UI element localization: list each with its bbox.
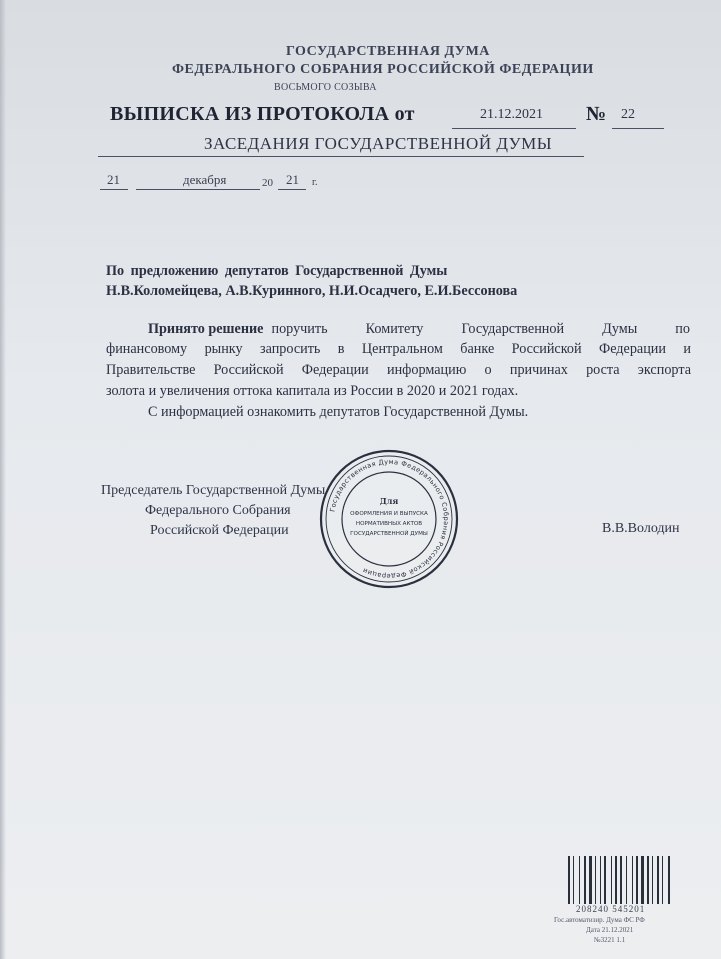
proposal-line-1: По предложению депутатов Государственной Думы <box>106 263 448 279</box>
protocol-date-underline <box>452 128 576 129</box>
barcode-stripe <box>632 856 633 904</box>
header-institution: ГОСУДАРСТВЕННАЯ ДУМА <box>286 44 490 59</box>
header-convocation: ВОСЬМОГО СОЗЫВА <box>274 82 377 93</box>
seal-center-line-1: Для <box>379 496 399 506</box>
barcode-stripe <box>662 856 663 904</box>
seal-center-line-2: ОФОРМЛЕНИЯ И ВЫПУСКА <box>350 511 428 517</box>
meeting-month: декабря <box>183 172 227 187</box>
barcode-stripe <box>611 856 612 904</box>
meeting-year-suffix: 21 <box>286 172 299 187</box>
barcode-stripe <box>626 856 627 904</box>
official-seal <box>318 448 460 590</box>
barcode-caption-1: Гос.автоматизир. Дума ФС РФ <box>554 916 645 924</box>
meeting-month-underline <box>136 189 260 190</box>
barcode-caption-3: №3221 1.1 <box>594 936 626 944</box>
meeting-day: 21 <box>107 172 120 187</box>
barcode-stripe <box>579 856 580 904</box>
meeting-day-underline <box>100 189 128 190</box>
barcode-stripe <box>589 856 592 904</box>
barcode-stripe <box>668 856 670 904</box>
barcode-stripe <box>647 856 649 904</box>
decision-line-4: золота и увеличения оттока капитала из России в 2020 и 2021 годах. <box>106 383 519 399</box>
protocol-date: 21.12.2021 <box>480 107 543 122</box>
seal-ring-text: Государственная Дума Федерального Собрания Российской Федерации <box>328 457 451 581</box>
seal-center-line-3: НОРМАТИВНЫХ АКТОВ <box>355 521 423 527</box>
barcode-stripe <box>615 856 617 904</box>
meeting-year-unit: г. <box>312 177 318 188</box>
barcode-stripe <box>573 856 574 904</box>
barcode-stripe <box>568 856 570 904</box>
protocol-number: 22 <box>621 107 635 122</box>
number-sign: № <box>586 103 607 125</box>
decision-line-2: финансовому рынку запросить в Центральном банке Российской Федерации и <box>106 341 691 357</box>
decision-line-5: С информацией ознакомить депутатов Государственной Думы. <box>148 404 529 420</box>
decision-lead: Принято решение <box>148 321 264 337</box>
signatory-position-line-1: Председатель Государственной Думы <box>101 483 326 498</box>
barcode-stripe <box>652 856 653 904</box>
signatory-position-line-3: Российской Федерации <box>150 523 289 538</box>
document-title: ВЫПИСКА ИЗ ПРОТОКОЛА от <box>110 103 415 125</box>
signatory-name: В.В.Володин <box>602 521 680 536</box>
barcode-stripe <box>636 856 638 904</box>
barcode-label <box>554 856 690 959</box>
proposal-line-2: Н.В.Коломейцева, А.В.Куринного, Н.И.Осадчего, Е.И.Бессонова <box>106 283 518 299</box>
meeting-year-prefix: 20 <box>262 177 273 189</box>
document-subtitle: ЗАСЕДАНИЯ ГОСУДАРСТВЕННОЙ ДУМЫ <box>204 134 553 153</box>
barcode-stripe <box>620 856 622 904</box>
page-edge-shadow <box>0 0 6 959</box>
barcode-stripe <box>595 856 596 904</box>
header-assembly: ФЕДЕРАЛЬНОГО СОБРАНИЯ РОССИЙСКОЙ ФЕДЕРАЦИИ <box>172 62 594 77</box>
decision-line-1-rest: поручить Комитету Государственной Думы по <box>271 321 690 337</box>
barcode-stripe <box>604 856 606 904</box>
barcode-stripe <box>600 856 601 904</box>
barcode-stripe <box>657 856 659 904</box>
barcode-stripe <box>641 856 644 904</box>
protocol-number-underline <box>612 128 664 129</box>
barcode-caption-2: Дата 21.12.2021 <box>586 926 634 934</box>
decision-line-3: Правительстве Российской Федерации информацию о причинах роста экспорта <box>106 362 691 378</box>
signatory-position-line-2: Федерального Собрания <box>145 503 291 518</box>
subtitle-underline <box>98 156 584 157</box>
decision-line-1 <box>148 321 690 338</box>
seal-center-line-4: ГОСУДАРСТВЕННОЙ ДУМЫ <box>350 531 428 537</box>
barcode-stripe <box>584 856 586 904</box>
barcode-number: 208240 545201 <box>576 904 646 914</box>
meeting-year-underline <box>278 189 306 190</box>
